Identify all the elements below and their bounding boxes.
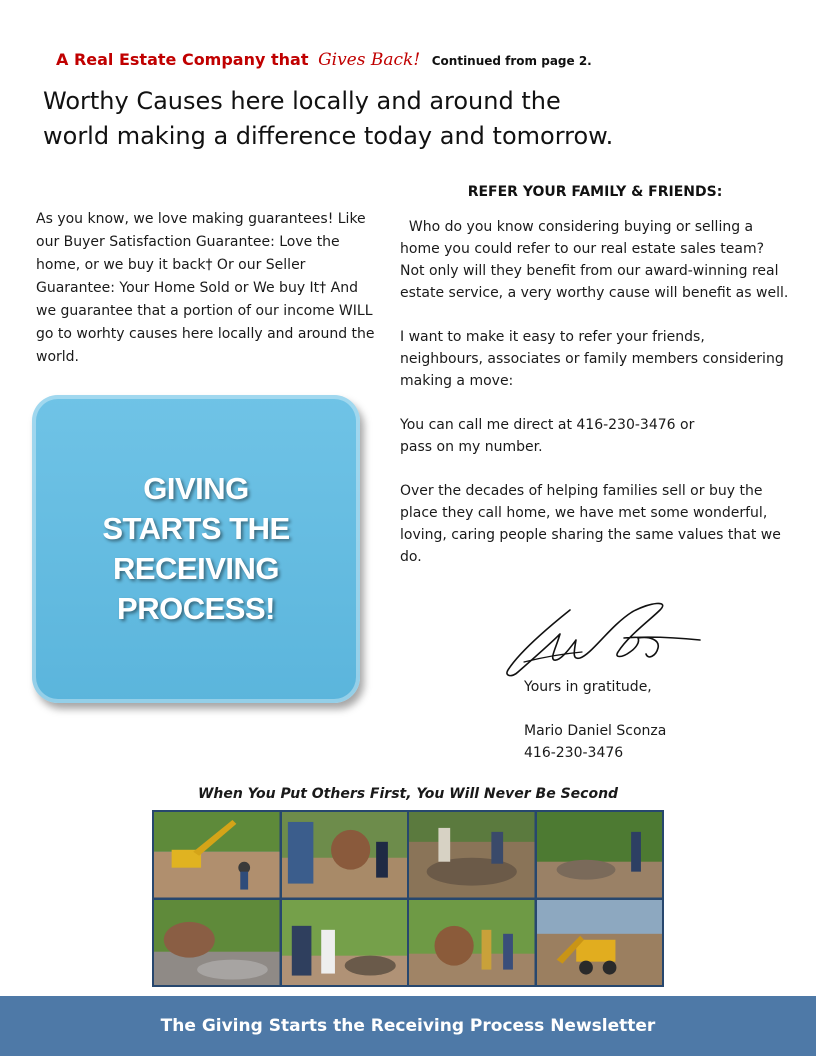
refer-heading: REFER YOUR FAMILY & FRIENDS: [467,184,723,200]
photo-ground-work [409,812,535,898]
handwritten-signature [500,596,710,682]
photo-tree-rocks [537,812,663,898]
callout-line: RECEIVING [112,551,280,586]
headline-line-1: Worthy Causes here locally and around the [43,87,561,115]
refer-paragraph-4: Over the decades of helping families sell or buy the place they call home, we have met some wonderful, loving, caring people sharing the same values that we do. [400,483,781,565]
tagline-script: Gives Back! [318,50,421,70]
photo-boulder-workers [282,812,408,898]
photo-caption: When You Put Others First, You Will Never Be Second [197,786,619,802]
tagline-prefix: A Real Estate Company that [56,50,309,69]
call-line: You can call me direct at 416-230-3476 or [400,417,695,433]
callout-text [102,469,289,629]
photo-workers-trees [282,900,408,986]
refer-paragraph-2: I want to make it easy to refer your friends, neighbours, associates or family members considering making a move: [400,329,784,389]
photo-collage [152,810,664,987]
refer-paragraph-3 [400,414,790,458]
headline-line-2: world making a difference today and tomorrow. [43,122,614,150]
agent-name: Mario Daniel Sconza [524,723,667,739]
giving-callout-box [32,395,360,703]
refer-body [400,216,790,590]
callout-line: GIVING [143,471,249,506]
pass-line: pass on my number. [400,439,543,455]
callout-line: PROCESS! [117,591,275,626]
company-tagline [56,50,592,70]
photo-crane-site [154,812,280,898]
guarantee-paragraph: As you know, we love making guarantees! Like our Buyer Satisfaction Guarantee: Love the home, or we buy it back† Or our Seller Guarantee: Your Home Sold or We buy It† And we guarantee that a portion of our income WILL go to worhty causes here locally and around the world. [36,211,375,365]
refer-paragraph-1: Who do you know considering buying or selling a home you could refer to our real estate sales team? Not only will they benefit from our award-winning real estate service, a very worthy cause will benefit as well. [400,219,789,301]
closing-block [524,676,774,764]
photo-rocks-forest [154,900,280,986]
photo-excavator [537,900,663,986]
sign-off: Yours in gratitude, [524,679,652,695]
callout-line: STARTS THE [102,511,290,546]
newsletter-footer: The Giving Starts the Receiving Process Newsletter [0,996,816,1056]
page-headline [43,84,783,154]
agent-phone: 416-230-3476 [524,745,624,761]
continued-note: Continued from page 2. [431,54,592,68]
photo-boulder-lift [409,900,535,986]
